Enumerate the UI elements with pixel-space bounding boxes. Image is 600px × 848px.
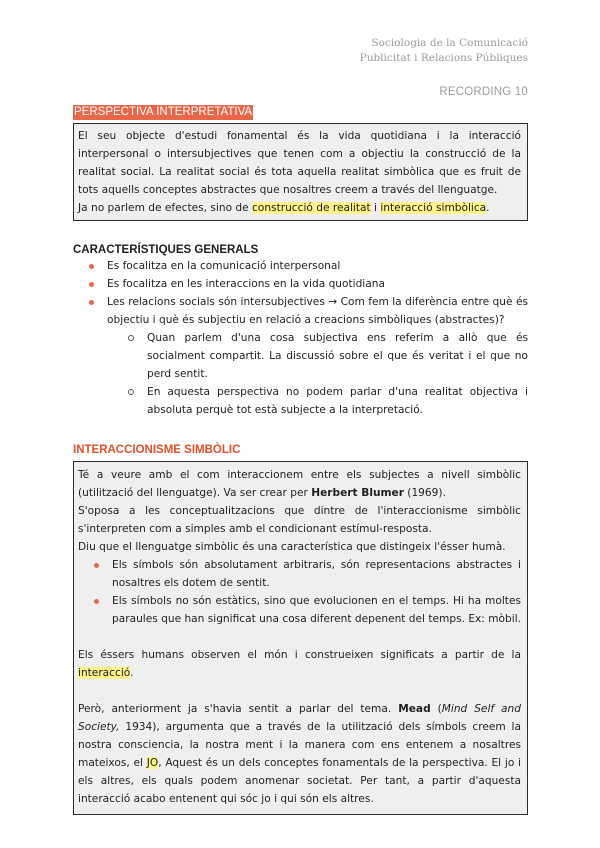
llenguatge-paragraph: Diu que el llenguatge simbòlic és una característica que distingeix l'ésser humà.	[78, 541, 506, 553]
blumer-paragraph	[78, 466, 521, 502]
recording-label: RECORDING 10	[439, 86, 528, 98]
summary-text-mid: i	[370, 202, 381, 214]
list-item	[73, 293, 528, 419]
highlight-construccio: construcció de realitat	[252, 202, 371, 214]
perspectiva-summary-line	[78, 199, 521, 217]
summary-text-end: .	[486, 202, 490, 214]
document-header	[360, 36, 528, 66]
perspectiva-box	[73, 123, 528, 221]
book-title: Mind Self and Society,	[78, 703, 521, 733]
mead-text-c: 1934), argumenta que a través de la utilització dels símbols creem la nostra consciencia, la nostra ment i la manera com ens entenem a nosaltres mateixos, el	[78, 721, 521, 769]
list-item: Es focalitza en la comunicació interpersonal	[73, 257, 528, 275]
list-item: Es focalitza en les interaccions en la vida quotidiana	[73, 275, 528, 293]
list-item: Els símbols són absolutament arbitraris, són representacions abstractes i nosaltres els dotem de sentit.	[78, 556, 521, 592]
essers-end: .	[130, 667, 134, 679]
oposa-paragraph: S'oposa a les conceptualitzacions que dintre de l'interaccionisme simbòlic s'interpreten com a simples amb el condicionant estímul-resposta.	[78, 505, 521, 535]
section-caracteristiques-heading-row	[73, 241, 528, 256]
mead-text-a: Però, anteriorment ja s'havia sentit a parlar del tema.	[78, 703, 399, 715]
caracteristiques-list	[73, 257, 528, 419]
author-mead: Mead	[398, 703, 431, 715]
perspectiva-paragraph: El seu objecte d'estudi fonamental és la vida quotidiana i la interacció interpersonal o intersubjectives que tenen com a objectiu la construcció de la realitat social. La realitat social és tota aquella realitat simbòlica que es fruit de tots aquells conceptes abstractes que nosaltres creem a través del llenguatge.	[78, 130, 521, 196]
highlight-interaccio-simbolica: interacció simbòlica	[380, 202, 487, 214]
degree-title: Publicitat i Relacions Públiques	[359, 52, 528, 64]
essers-paragraph	[78, 646, 521, 682]
section-interaccionisme-heading-row	[73, 441, 528, 456]
sub-list	[107, 329, 528, 419]
course-title: Sociologia de la Comunicació	[371, 37, 528, 49]
spacer	[78, 682, 521, 700]
section-title-interaccionisme: INTERACCIONISME SIMBÒLIC	[73, 444, 241, 456]
list-item: Els símbols no són estàtics, sino que evolucionen en el temps. Hi ha moltes paraules que han significat una cosa diferent depenent del temps. Ex: mòbil.	[78, 592, 521, 628]
summary-text-start: Ja no parlem de efectes, sino de	[78, 202, 253, 214]
author-blumer: Herbert Blumer	[311, 487, 404, 499]
section-perspectiva-heading-row	[73, 103, 528, 118]
sub-list-item: Quan parlem d'una cosa subjectiva ens referim a allò que és socialment compartit. La discussió sobre el que és veritat i el que no perd sentit.	[107, 329, 528, 383]
simbols-list	[78, 556, 521, 628]
interaccionisme-box	[73, 461, 528, 815]
page-content	[73, 103, 528, 815]
mead-paragraph	[78, 700, 521, 808]
blumer-text: Té a veure amb el com interaccionem entre els subjectes a nivell simbòlic (utilització del llenguatge). Va ser crear per	[78, 469, 521, 499]
blumer-year: (1969).	[403, 487, 446, 499]
spacer	[78, 628, 521, 646]
essers-text: Els éssers humans observen el món i construeixen significats a partir de la	[78, 649, 521, 661]
list-item-text: Les relacions socials són intersubjectives → Com fem la diferència entre què és objectiu i què és subjectiu en relació a creacions simbòliques (abstractes)?	[107, 296, 528, 326]
section-title-perspectiva: PERSPECTIVA INTERPRETATIVA	[74, 106, 253, 118]
sub-list-item: En aquesta perspectiva no podem parlar d'una realitat objectiva i absoluta perquè tot està subjecte a la interpretació.	[107, 383, 528, 419]
highlight-jo: JO	[146, 757, 159, 769]
highlight-interaccio: interacció	[78, 667, 131, 679]
mead-text-d: , Aquest és un dels conceptes fonamentals de la perspectiva. El jo i els altres, els quals podem anomenar societat. Per tant, a partir d'aquesta interacció acabo entenent qui sóc jo i qui són els altres.	[78, 757, 521, 805]
section-title-caracteristiques: CARACTERÍSTIQUES GENERALS	[73, 244, 259, 256]
mead-text-b: (	[430, 703, 442, 715]
